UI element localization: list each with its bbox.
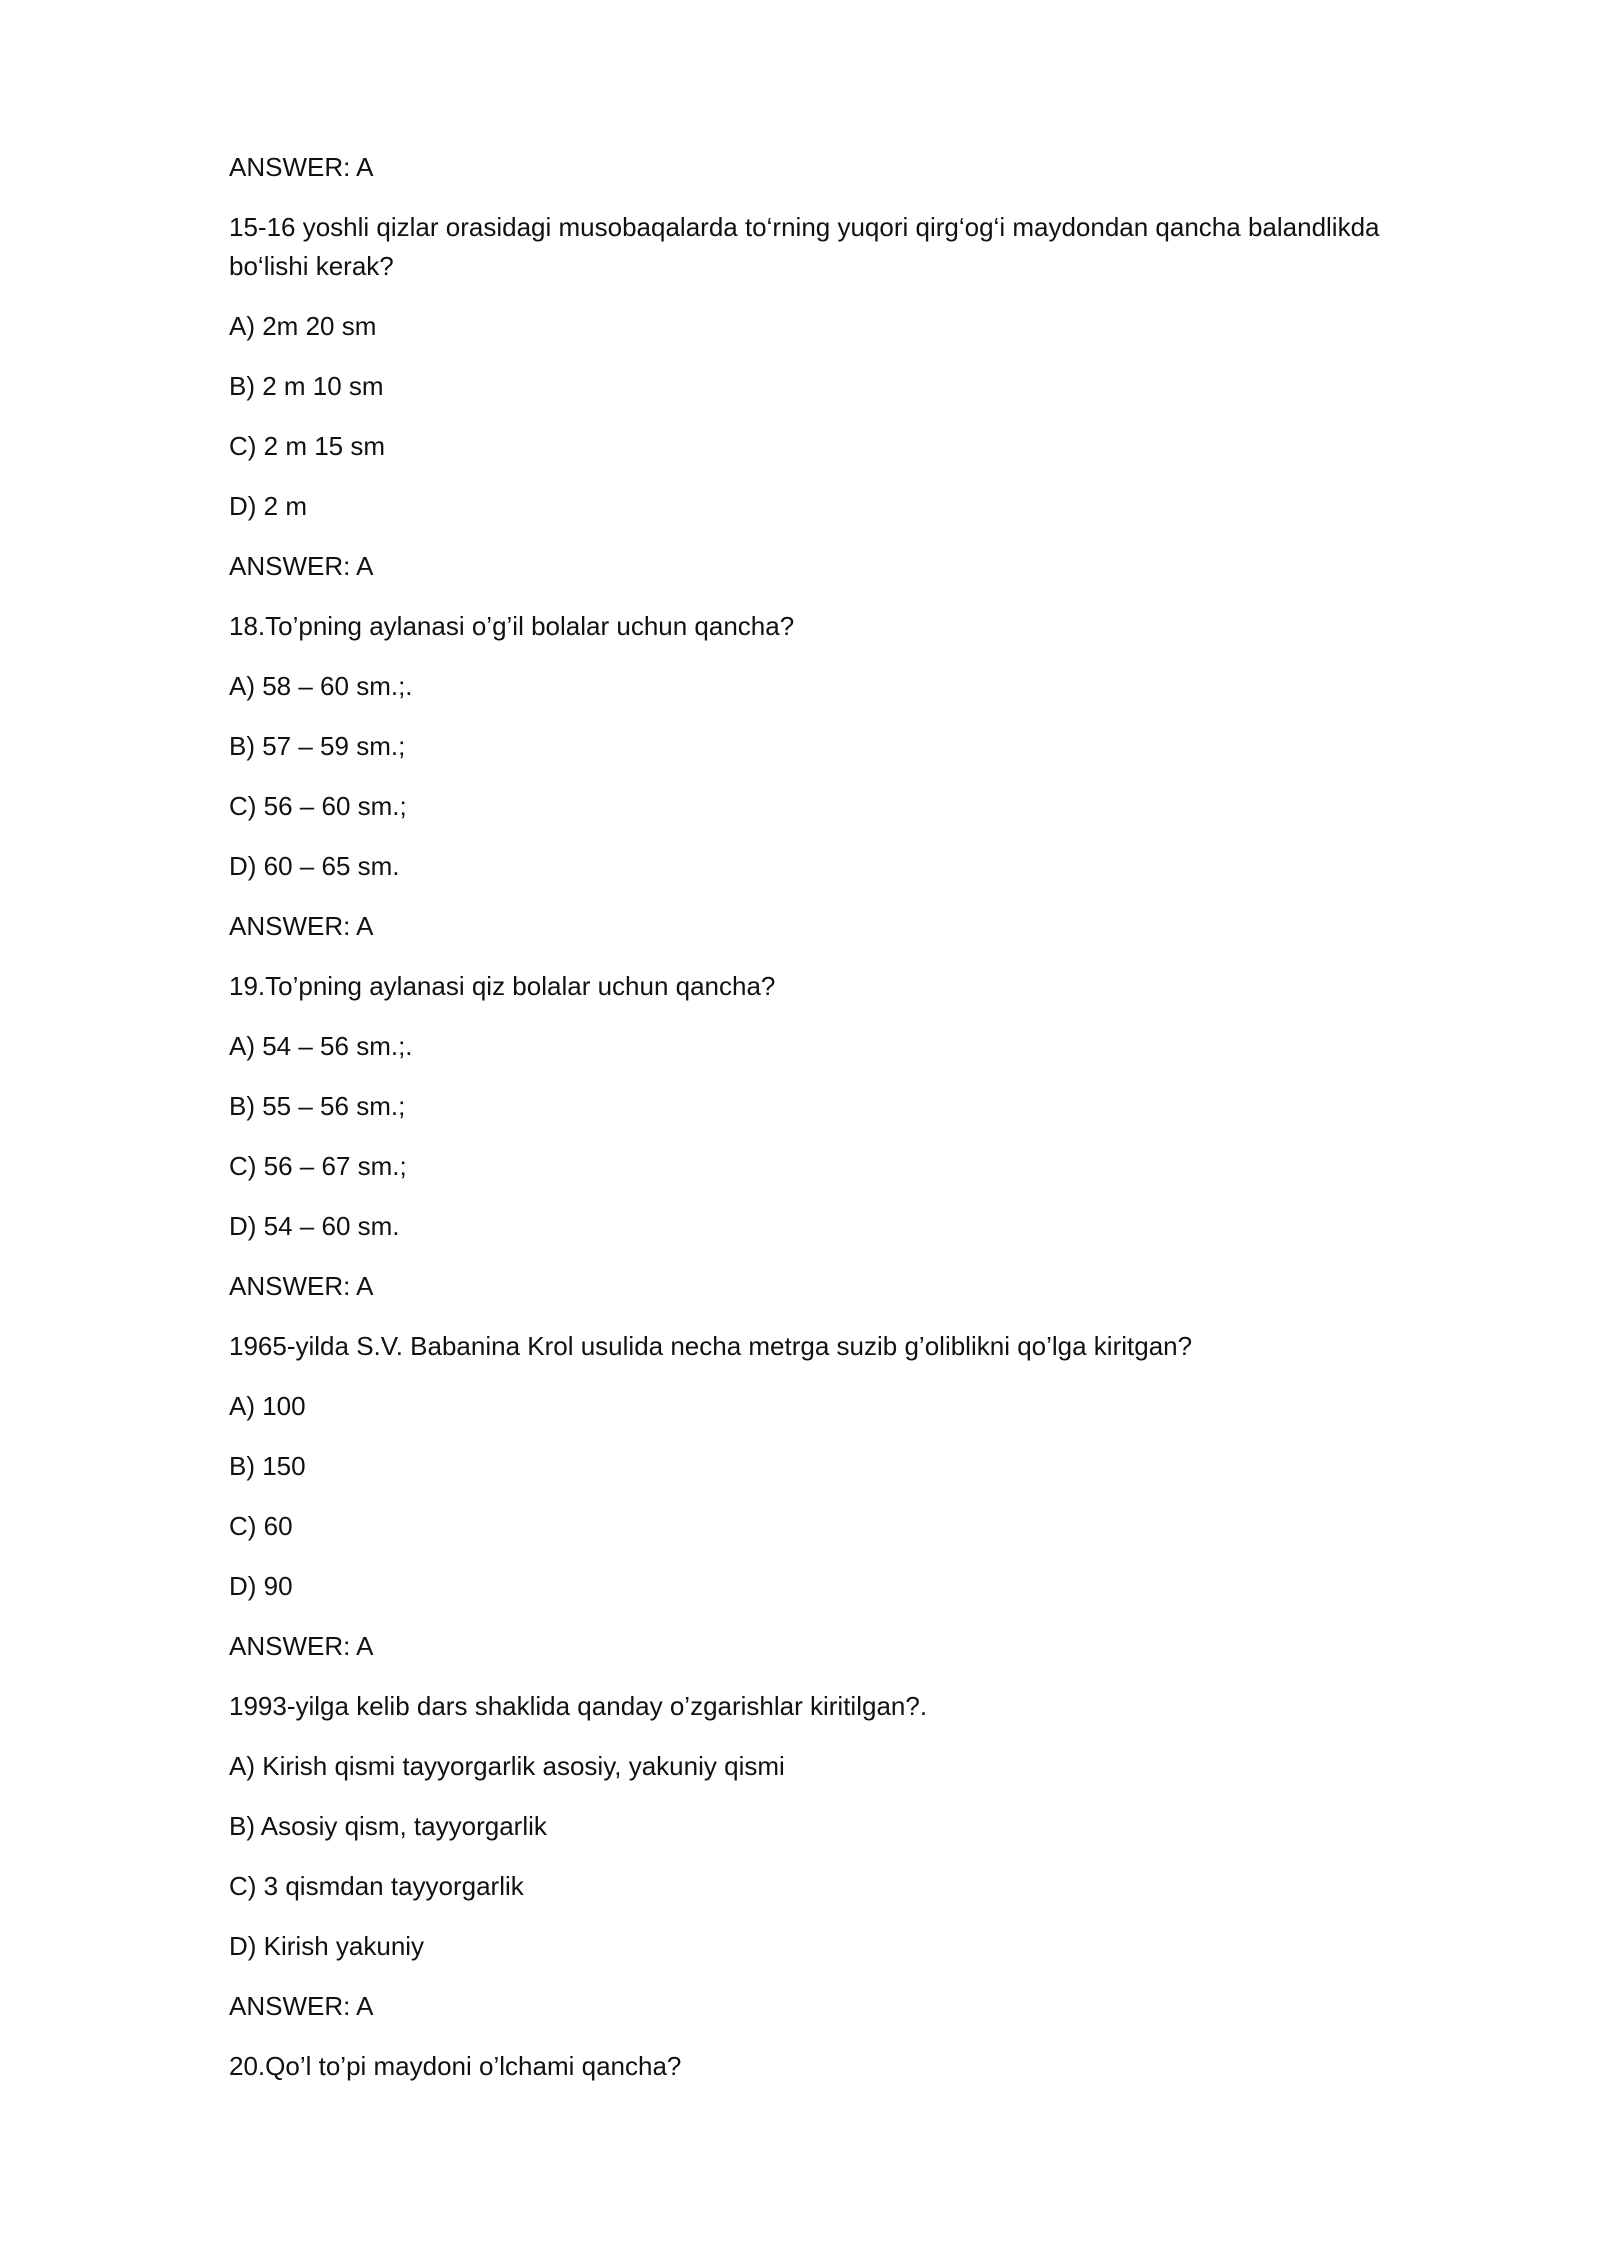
question-text: 1965-yilda S.V. Babanina Krol usulida necha metrga suzib g’oliblikni qo’lga kiritgan? xyxy=(229,1331,1193,1361)
answer-line: ANSWER: A xyxy=(229,1991,374,2021)
option-a: A) 54 – 56 sm.;. xyxy=(229,1031,413,1061)
answer-line: ANSWER: A xyxy=(229,152,374,182)
option-c: C) 56 – 60 sm.; xyxy=(229,791,407,821)
answer-line: ANSWER: A xyxy=(229,1631,374,1661)
option-a: A) 58 – 60 sm.;. xyxy=(229,671,413,701)
option-a: A) Kirish qismi tayyorgarlik asosiy, yakuniy qismi xyxy=(229,1751,785,1781)
question-text: 20.Qo’l to’pi maydoni o’lchami qancha? xyxy=(229,2051,682,2081)
option-d: D) 2 m xyxy=(229,491,307,521)
answer-line: ANSWER: A xyxy=(229,551,374,581)
question-text: 15-16 yoshli qizlar orasidagi musobaqalarda to‘rning yuqori qirg‘og‘i maydondan qancha balandlikda bo‘lishi kerak? xyxy=(229,212,1380,281)
option-d: D) 90 xyxy=(229,1571,293,1601)
option-b: B) 2 m 10 sm xyxy=(229,371,384,401)
option-a: A) 2m 20 sm xyxy=(229,311,377,341)
question-text: 18.To’pning aylanasi o’g’il bolalar uchun qancha? xyxy=(229,611,795,641)
option-c: C) 60 xyxy=(229,1511,293,1541)
option-b: B) 150 xyxy=(229,1451,306,1481)
question-text: 19.To’pning aylanasi qiz bolalar uchun qancha? xyxy=(229,971,776,1001)
option-d: D) Kirish yakuniy xyxy=(229,1931,425,1961)
option-c: C) 2 m 15 sm xyxy=(229,431,386,461)
option-b: B) Asosiy qism, tayyorgarlik xyxy=(229,1811,547,1841)
option-d: D) 54 – 60 sm. xyxy=(229,1211,400,1241)
option-c: C) 3 qismdan tayyorgarlik xyxy=(229,1871,524,1901)
document-body xyxy=(229,148,1449,2107)
answer-line: ANSWER: A xyxy=(229,911,374,941)
option-a: A) 100 xyxy=(229,1391,306,1421)
question-text: 1993-yilga kelib dars shaklida qanday o’zgarishlar kiritilgan?. xyxy=(229,1691,928,1721)
answer-line: ANSWER: A xyxy=(229,1271,374,1301)
option-c: C) 56 – 67 sm.; xyxy=(229,1151,407,1181)
option-d: D) 60 – 65 sm. xyxy=(229,851,400,881)
option-b: B) 55 – 56 sm.; xyxy=(229,1091,406,1121)
option-b: B) 57 – 59 sm.; xyxy=(229,731,406,761)
